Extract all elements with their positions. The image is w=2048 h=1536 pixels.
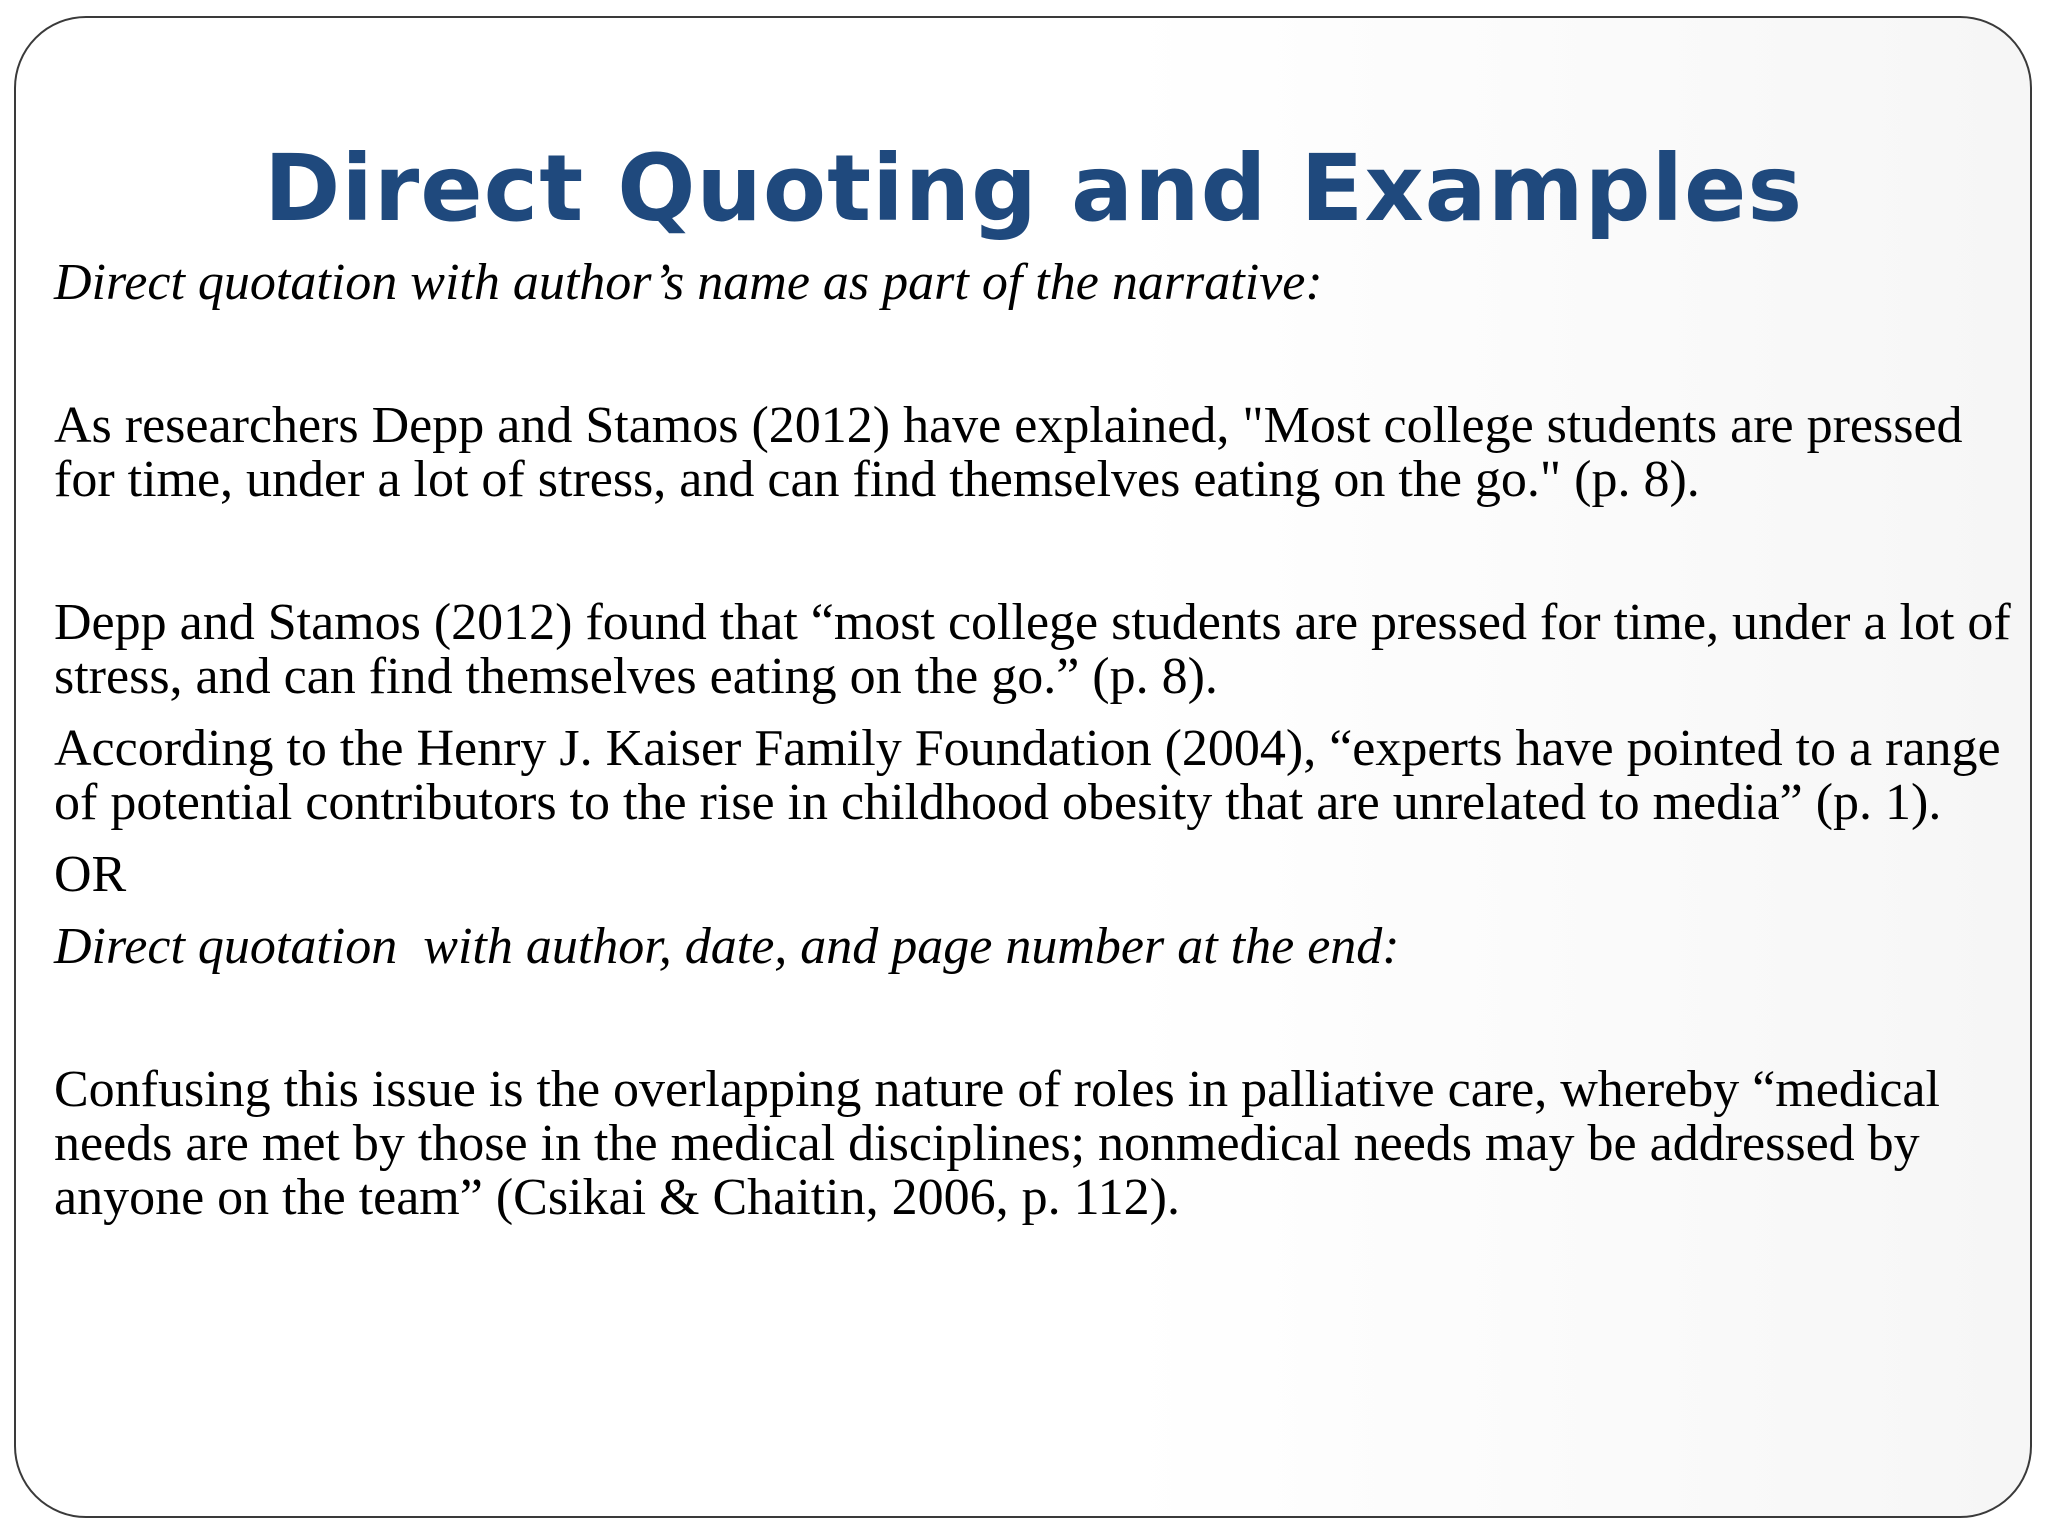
slide-body — [54, 256, 2029, 1225]
example-depp-stamos-explained: As researchers Depp and Stamos (2012) have explained, "Most college students are pressed for time, under a lot of stress, and can find themselves eating on the go." (p. 8). — [54, 397, 1963, 508]
slide-title: Direct Quoting and Examples — [264, 135, 1804, 242]
example-depp-stamos-found: Depp and Stamos (2012) found that “most college students are pressed for time, under a lot of stress, and can find themselves eating on the go.” (p. 8). — [54, 594, 2011, 705]
slide-frame — [14, 16, 2032, 1518]
heading-end-citation-quotation: Direct quotation with author, date, and page number at the end: — [54, 918, 1400, 975]
example-csikai-chaitin: Confusing this issue is the overlapping nature of roles in palliative care, whereby “medical needs are met by those in the medical disciplines; nonmedical needs may be addressed by anyone on the team” (Csikai & Chaitin, 2006, p. 112). — [54, 1061, 1940, 1226]
example-kaiser-foundation: According to the Henry J. Kaiser Family Foundation (2004), “experts have pointed to a range of potential contributors to the rise in childhood obesity that are unrelated to media” (p. 1). — [54, 720, 2001, 831]
heading-narrative-quotation: Direct quotation with author’s name as part of the narrative: — [54, 254, 1323, 311]
or-separator: OR — [54, 846, 127, 903]
